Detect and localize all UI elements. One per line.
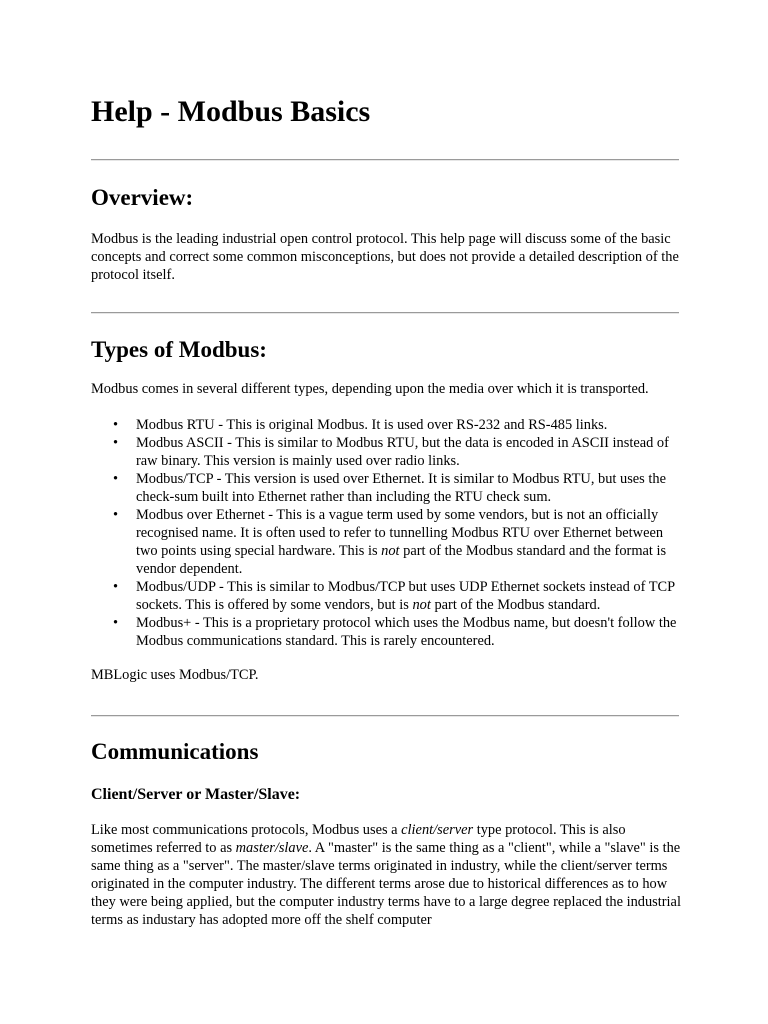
list-item (91, 506, 681, 578)
list-item (91, 434, 681, 470)
paragraph-text: type protocol. This is also sometimes referred to as (91, 822, 626, 856)
list-item-text: Modbus/UDP - This is similar to Modbus/TCP but uses UDP Ethernet sockets instead of TCP sockets. This is offered by some vendors, but is (136, 579, 675, 613)
list-item-text: Modbus ASCII - This is similar to Modbus RTU, but the data is encoded in ASCII instead of raw binary. This version is mainly used over radio links. (136, 435, 669, 469)
bullet: • (113, 471, 119, 487)
list-item-text: Modbus/TCP - This version is used over Ethernet. It is similar to Modbus RTU, but uses the check-sum built into Ethernet rather than including the RTU check sum. (136, 471, 666, 505)
overview-paragraph: Modbus is the leading industrial open control protocol. This help page will discuss some of the basic concepts and correct some common misconceptions, but does not provide a detailed description of the protocol itself. (91, 231, 679, 283)
paragraph-text: . A "master" is the same thing as a "client", while a "slave" is the same thing as a "server". The master/slave terms originated in industry, while the client/server terms originated in the computer industry. The different terms arose due to historical differences as to how they were being applied, but the computer industry terms have to a large degree replaced the industrial terms as industary has adopted more off the shelf computer (91, 840, 681, 928)
paragraph-text: Like most communications protocols, Modbus uses a (91, 822, 402, 838)
list-item-text: part of the Modbus standard and the format is vendor dependent. (136, 543, 667, 577)
communications-paragraph (91, 821, 681, 929)
types-heading: Types of Modbus: (91, 337, 267, 362)
list-item-text: Modbus over Ethernet - This is a vague term used by some vendors, but is not an officially recognised name. It is often used to refer to tunnelling Modbus RTU over Ethernet between two points using special hardware. This is (136, 507, 664, 559)
horizontal-rule (91, 159, 679, 161)
list-item (91, 578, 681, 614)
types-intro: Modbus comes in several different types, depending upon the media over which it is transported. (91, 381, 649, 397)
list-item (91, 614, 681, 650)
types-list (91, 416, 681, 650)
bullet: • (113, 579, 119, 595)
list-item-text: Modbus RTU - This is original Modbus. It is used over RS-232 and RS-485 links. (136, 417, 608, 433)
bullet: • (113, 507, 119, 523)
list-item (91, 416, 681, 434)
emphasis: master/slave (235, 840, 309, 856)
bullet: • (113, 615, 119, 631)
list-item (91, 470, 681, 506)
types-closing: MBLogic uses Modbus/TCP. (91, 667, 259, 683)
horizontal-rule (91, 312, 679, 314)
communications-heading: Communications (91, 739, 259, 764)
bullet: • (113, 435, 119, 451)
list-item-text: part of the Modbus standard. (430, 597, 601, 613)
emphasis: not (412, 597, 431, 613)
overview-heading: Overview: (91, 185, 194, 210)
emphasis: not (381, 543, 400, 559)
page-title: Help - Modbus Basics (91, 95, 371, 128)
bullet: • (113, 417, 119, 433)
list-item-text: Modbus+ - This is a proprietary protocol which uses the Modbus name, but doesn't follow the Modbus communications standard. This is rarely encountered. (136, 615, 677, 649)
horizontal-rule (91, 715, 679, 717)
emphasis: client/server (401, 822, 474, 838)
client-server-subheading: Client/Server or Master/Slave: (91, 786, 301, 803)
